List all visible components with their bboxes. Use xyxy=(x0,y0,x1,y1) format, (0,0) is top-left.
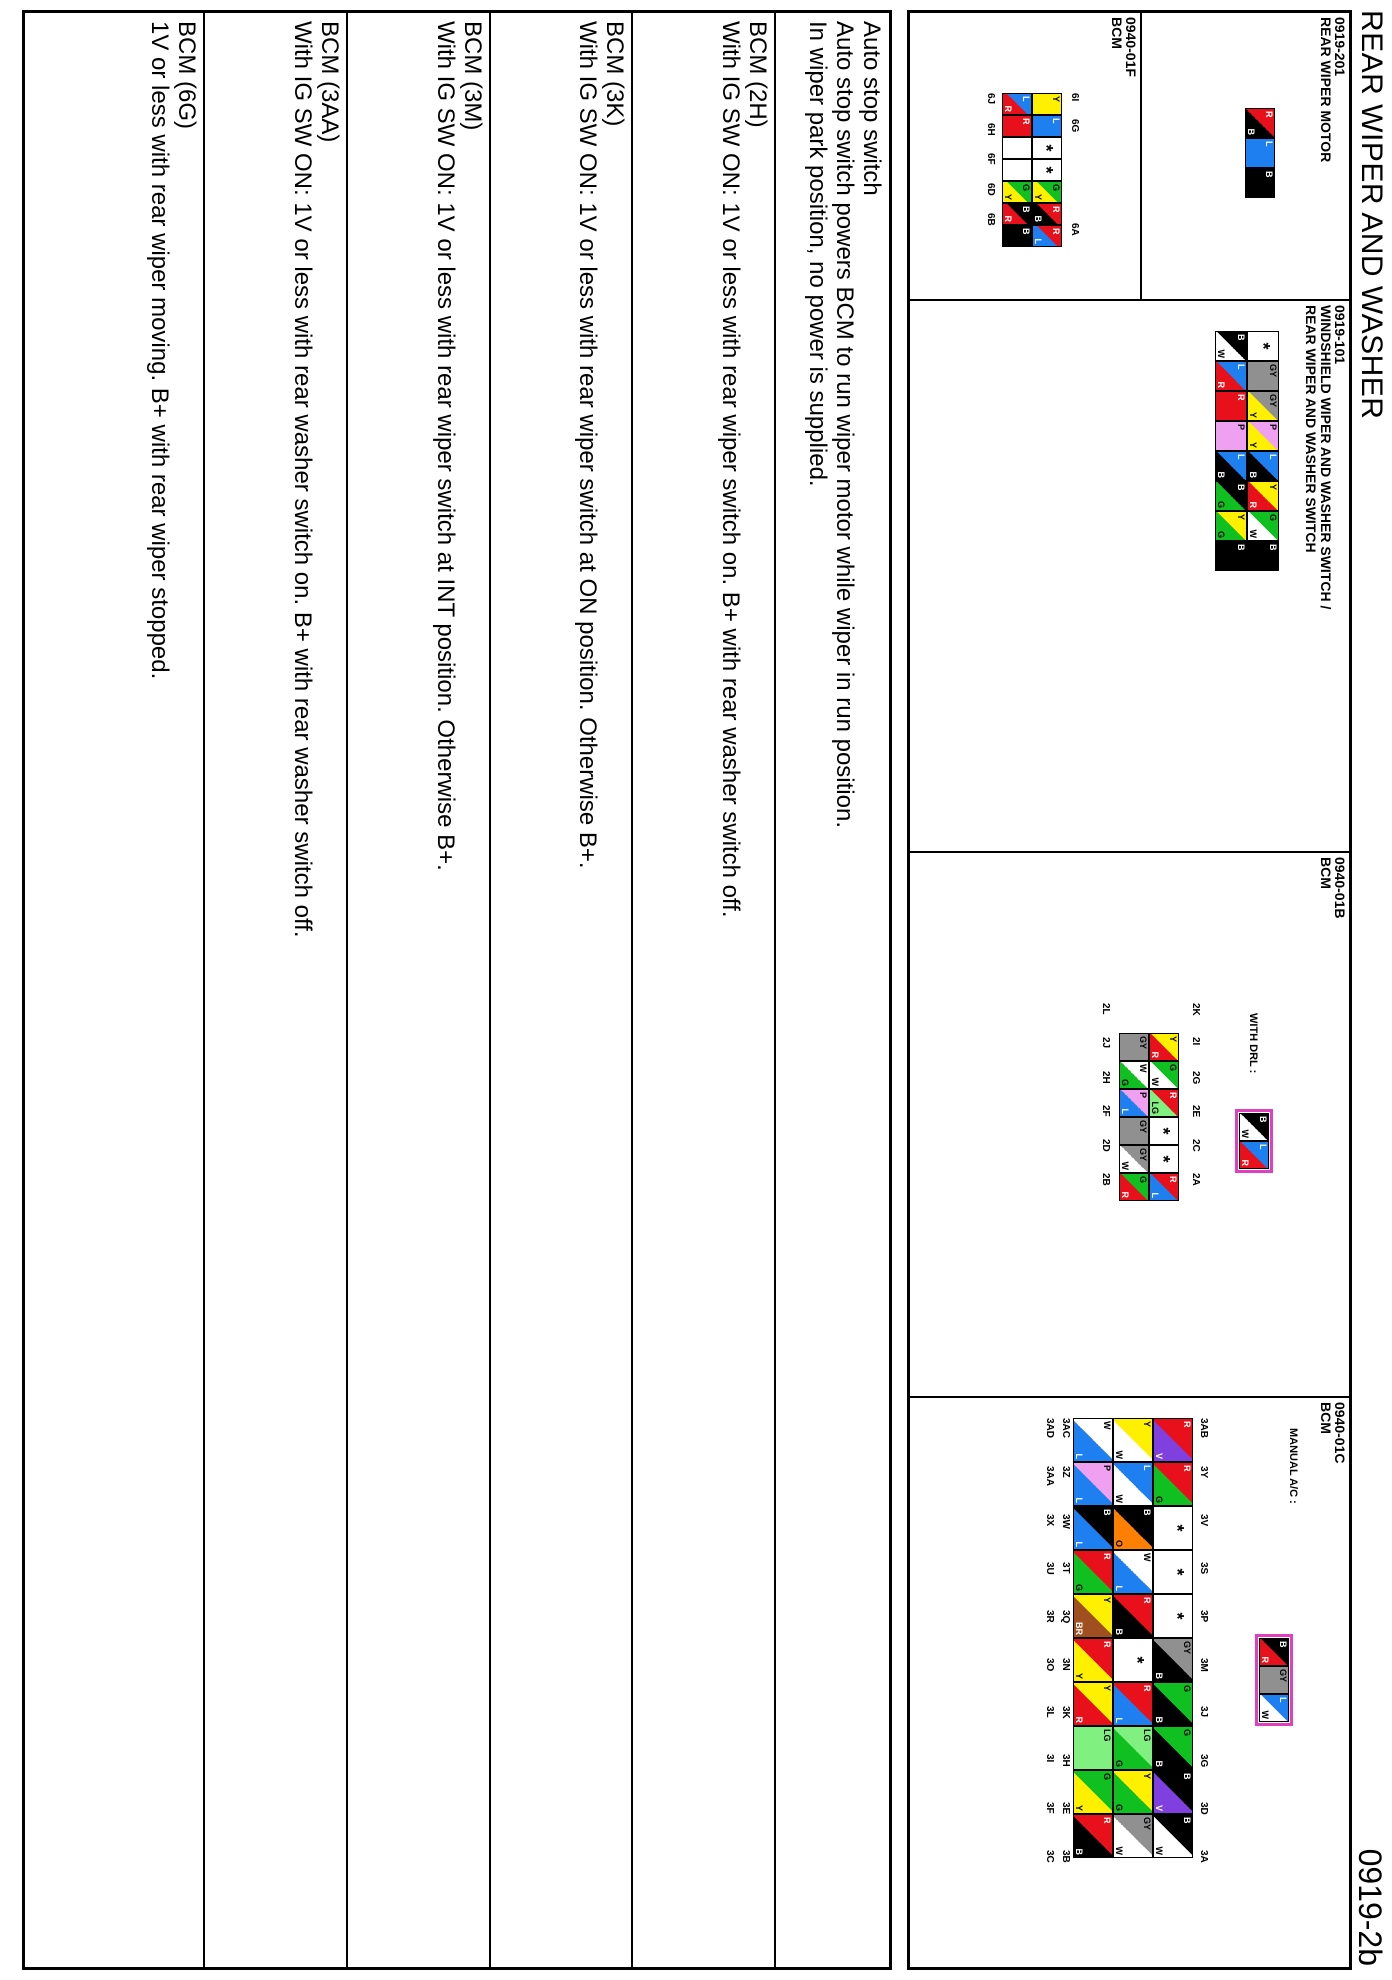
pin-label: 6I xyxy=(1069,93,1080,102)
pin-label: 3Z xyxy=(1060,1466,1071,1478)
connector-pin: R xyxy=(1002,115,1032,137)
pin-label: 2E xyxy=(1190,1105,1201,1118)
connector-pin: * xyxy=(1032,159,1062,181)
desc-heading: BCM (2H) xyxy=(744,21,771,128)
connector-pin: LG G xyxy=(1113,1726,1153,1770)
pin-label: 2F xyxy=(1100,1105,1111,1117)
connector-pin: R B xyxy=(1073,1814,1113,1858)
connector-pin: GY xyxy=(1247,361,1279,391)
connector-pin: * xyxy=(1153,1550,1193,1594)
connector-pin: GY xyxy=(1119,1033,1149,1061)
pin-label: 3V xyxy=(1198,1514,1209,1527)
pin-label: 3P xyxy=(1198,1610,1209,1623)
connector-name: BCM xyxy=(1318,1402,1334,1434)
connector-pin: B xyxy=(1247,541,1279,571)
connector-pin: R G xyxy=(1153,1462,1193,1506)
connector-code: 0919-101 xyxy=(1332,305,1348,365)
connector-pin: W L xyxy=(1113,1550,1153,1594)
connector-pin: P L xyxy=(1073,1462,1113,1506)
desc-line: 1V or less with rear wiper moving. B+ with rear wiper stopped. xyxy=(146,21,173,680)
page-number: 0919-2b xyxy=(1352,1848,1388,1966)
desc-line: In wiper park position, no power is supplied. xyxy=(804,21,831,487)
pin-label: 2L xyxy=(1100,1003,1111,1015)
pin-label: 6G xyxy=(1069,119,1080,133)
desc-bcm-3k xyxy=(574,21,628,869)
connector-wiper-switch xyxy=(1142,301,1349,851)
connector-pin: Y xyxy=(1032,93,1062,115)
connector-pin: L R xyxy=(1215,361,1247,391)
connector-rear-wiper-motor xyxy=(1142,13,1349,299)
pin-label: 3A xyxy=(1198,1850,1209,1863)
desc-line: With IG SW ON: 1V or less with rear wiper switch at INT position. Otherwise B+. xyxy=(432,21,459,871)
pin-label: 3U xyxy=(1044,1562,1055,1575)
connector-pin: Y G xyxy=(1113,1770,1153,1814)
connector-pin: Y W xyxy=(1113,1418,1153,1462)
connector-pin: G Y xyxy=(1032,181,1062,203)
connector-pin: * xyxy=(1247,331,1279,361)
pin-label: 3Y xyxy=(1198,1466,1209,1479)
connector-code: 0919-201 xyxy=(1332,17,1348,77)
pin-label: 2I xyxy=(1190,1037,1201,1046)
pin-label: 3E xyxy=(1060,1802,1071,1815)
pin-label: 2D xyxy=(1100,1139,1111,1152)
pin-label: 3F xyxy=(1044,1802,1055,1814)
pin-label: 3B xyxy=(1060,1850,1071,1863)
pin-label: 2K xyxy=(1190,1003,1201,1016)
connector-pin: L W xyxy=(1259,1694,1289,1722)
connector-pin: B L xyxy=(1073,1506,1113,1550)
connector-pin: L xyxy=(1032,115,1062,137)
connector-pin: G W xyxy=(1149,1061,1179,1089)
pin-label: 3T xyxy=(1060,1562,1071,1574)
connector-pin: G W xyxy=(1247,511,1279,541)
connector-pin: R L xyxy=(1149,1173,1179,1201)
pin-label: 6B xyxy=(985,213,996,226)
desc-heading: BCM (3K) xyxy=(601,21,628,127)
connector-pin: Y R xyxy=(1247,481,1279,511)
connector-pin xyxy=(1002,137,1032,159)
connector-pin: G B xyxy=(1153,1726,1193,1770)
magnified-pins-frame xyxy=(1255,1634,1293,1726)
drl-note: WITH DRL : xyxy=(1247,1013,1259,1074)
desc-heading: BCM (6G) xyxy=(173,21,200,129)
connector-pin: Y G xyxy=(1215,511,1247,541)
pin-label: 2H xyxy=(1100,1071,1111,1084)
desc-line: With IG SW ON: 1V or less with rear wiper switch on. B+ with rear washer switch off. xyxy=(717,21,744,918)
connector-pin: * xyxy=(1153,1594,1193,1638)
desc-bcm-3aa xyxy=(289,21,343,938)
connector-pin: B W xyxy=(1215,331,1247,361)
pin-label: 2C xyxy=(1190,1139,1201,1152)
connector-pin: * xyxy=(1149,1145,1179,1173)
pin-label: 3N xyxy=(1060,1658,1071,1671)
connector-pin: * xyxy=(1149,1117,1179,1145)
pin-label: 2J xyxy=(1100,1037,1111,1049)
connector-pin: R L xyxy=(1113,1682,1153,1726)
pin-label: 3I xyxy=(1044,1754,1055,1763)
pin-label: 3AD xyxy=(1044,1418,1055,1439)
connector-code: 0940-01C xyxy=(1332,1402,1348,1464)
connector-pin: R LG xyxy=(1149,1089,1179,1117)
pin-label: 3C xyxy=(1044,1850,1055,1863)
connector-pin: R Y xyxy=(1073,1638,1113,1682)
connector-pin: GY W xyxy=(1113,1814,1153,1858)
connector-name: BCM xyxy=(1109,17,1125,49)
pin-label: 6A xyxy=(1069,223,1080,236)
connector-pin: W G xyxy=(1119,1061,1149,1089)
connector-pin: Y R xyxy=(1149,1033,1179,1061)
connector-pin: R B xyxy=(1245,108,1275,138)
connector-pin: R xyxy=(1215,391,1247,421)
pin-label: 2G xyxy=(1190,1071,1201,1085)
pin-label: 3D xyxy=(1198,1802,1209,1815)
page-title: REAR WIPER AND WASHER xyxy=(1355,10,1388,420)
pin-label: 3H xyxy=(1060,1754,1071,1767)
connector-pin: * xyxy=(1153,1506,1193,1550)
desc-line: With IG SW ON: 1V or less with rear washer switch on. B+ with rear washer switch off. xyxy=(289,21,316,938)
description-table xyxy=(22,10,892,1970)
pin-label: 3AA xyxy=(1044,1466,1055,1487)
connector-pin: G Y xyxy=(1073,1770,1113,1814)
pin-label: 6J xyxy=(985,93,996,105)
connector-pin: L R xyxy=(1239,1141,1269,1169)
connector-pin: B V xyxy=(1153,1770,1193,1814)
desc-bcm-3m xyxy=(432,21,486,871)
connector-pin: * xyxy=(1113,1638,1153,1682)
connector-pin: W L xyxy=(1073,1418,1113,1462)
desc-line: With IG SW ON: 1V or less with rear wiper switch at ON position. Otherwise B+. xyxy=(574,21,601,869)
ac-note: MANUAL A/C : xyxy=(1287,1428,1299,1504)
magnified-pins-frame xyxy=(1235,1109,1273,1173)
connector-pin: B R xyxy=(1259,1638,1289,1666)
connector-bcm-01f xyxy=(909,13,1140,299)
connector-pin: B xyxy=(1002,225,1032,247)
connector-pin: G Y xyxy=(1002,181,1032,203)
pin-label: 3X xyxy=(1044,1514,1055,1527)
connector-pin: B xyxy=(1215,541,1247,571)
connector-pin: B O xyxy=(1113,1506,1153,1550)
pin-label: 3G xyxy=(1198,1754,1209,1768)
connector-pin: GY W xyxy=(1119,1145,1149,1173)
pin-label: 2B xyxy=(1100,1173,1111,1186)
desc-heading: BCM (3M) xyxy=(459,21,486,131)
pin-label: 3R xyxy=(1044,1610,1055,1623)
pin-label: 3L xyxy=(1044,1706,1055,1718)
desc-bcm-6g xyxy=(146,21,200,679)
connector-pin: Y R xyxy=(1073,1682,1113,1726)
connector-pin: B R xyxy=(1002,203,1032,225)
connector-pin: L xyxy=(1245,138,1275,168)
connector-pin: R B xyxy=(1032,203,1062,225)
connector-pin: G R xyxy=(1119,1173,1149,1201)
connector-name: WINDSHIELD WIPER AND WASHER SWITCH / REAR WIPER AND WASHER SWITCH xyxy=(1303,305,1334,610)
connector-pin: R G xyxy=(1073,1550,1113,1594)
connector-pin: R L xyxy=(1032,225,1062,247)
desc-auto-stop xyxy=(804,21,885,828)
pin-label: 3K xyxy=(1060,1706,1071,1719)
pin-label: 3W xyxy=(1060,1514,1071,1529)
pin-label: 2A xyxy=(1190,1173,1201,1186)
desc-heading: BCM (3AA) xyxy=(316,21,343,143)
connector-pin: GY Y xyxy=(1247,391,1279,421)
pin-label: 6D xyxy=(985,183,996,196)
connector-pin: L B xyxy=(1215,451,1247,481)
connector-pin: B xyxy=(1245,168,1275,198)
connector-pin: P xyxy=(1215,421,1247,451)
pin-label: 3AC xyxy=(1060,1418,1071,1439)
connector-code: 0940-01B xyxy=(1332,857,1348,919)
connector-bcm-01b xyxy=(909,853,1349,1396)
pin-label: 6H xyxy=(985,123,996,136)
pin-label: 6F xyxy=(985,153,996,165)
connector-pin: GY xyxy=(1259,1666,1289,1694)
pin-label: 3S xyxy=(1198,1562,1209,1575)
desc-line: Auto stop switch powers BCM to run wiper motor while wiper in run position. xyxy=(831,21,858,828)
connector-pin: P L xyxy=(1119,1089,1149,1117)
connector-pin: R V xyxy=(1153,1418,1193,1462)
connector-pin: GY B xyxy=(1153,1638,1193,1682)
connector-pin: B G xyxy=(1215,481,1247,511)
pin-label: 3J xyxy=(1198,1706,1209,1718)
connector-pin: G B xyxy=(1153,1682,1193,1726)
connector-pin: L R xyxy=(1002,93,1032,115)
connector-pin: R B xyxy=(1113,1594,1153,1638)
connector-pin: GY xyxy=(1119,1117,1149,1145)
connector-pin xyxy=(1002,159,1032,181)
connector-pin: * xyxy=(1032,137,1062,159)
connector-code: 0940-01F xyxy=(1123,17,1139,77)
desc-heading: Auto stop switch xyxy=(858,21,885,196)
pin-label: 3Q xyxy=(1060,1610,1071,1624)
connector-panel xyxy=(907,10,1352,1970)
connector-pin: LG xyxy=(1073,1726,1113,1770)
desc-bcm-2h xyxy=(717,21,771,918)
connector-pin: Y BR xyxy=(1073,1594,1113,1638)
pin-label: 3M xyxy=(1198,1658,1209,1672)
connector-pin: B W xyxy=(1153,1814,1193,1858)
connector-pin: B W xyxy=(1239,1113,1269,1141)
pin-label: 3AB xyxy=(1198,1418,1209,1439)
connector-name: REAR WIPER MOTOR xyxy=(1318,17,1334,163)
connector-bcm-01c xyxy=(909,1398,1349,1970)
connector-pin: P Y xyxy=(1247,421,1279,451)
connector-pin: L B xyxy=(1247,451,1279,481)
pin-label: 3O xyxy=(1044,1658,1055,1672)
connector-pin: L W xyxy=(1113,1462,1153,1506)
connector-name: BCM xyxy=(1318,857,1334,889)
